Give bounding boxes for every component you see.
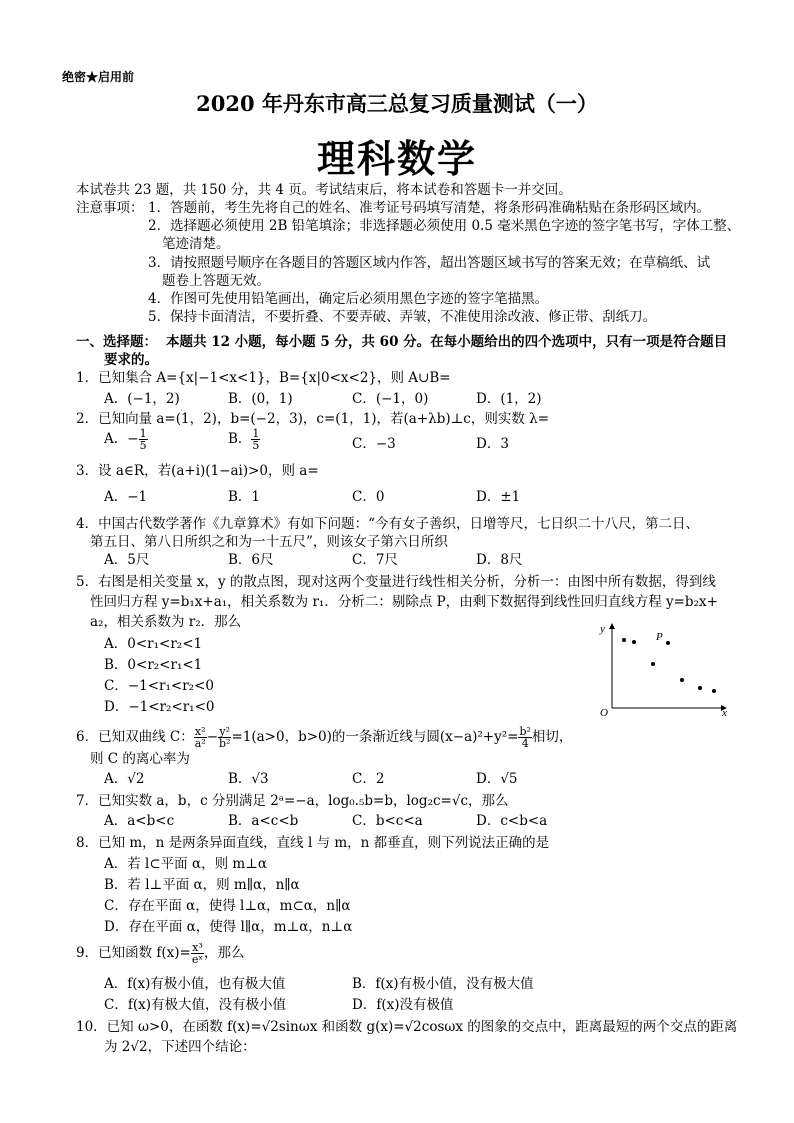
q9-num: x³ <box>192 941 203 954</box>
q9-option-c: C．f(x)有极大值，没有极小值 <box>104 997 286 1013</box>
origin-label: O <box>600 707 608 719</box>
q8-option-c: C．存在平面 α，使得 l⊥α，m⊂α，n∥α <box>104 898 351 914</box>
q8-stem: 8．已知 m，n 是两条异面直线，直线 l 与 m，n 都垂直，则下列说法正确的是 <box>76 835 550 851</box>
q1-option-a: A．(−1，2) <box>104 391 180 407</box>
q8-option-d: D．存在平面 α，使得 l∥α，m⊥α，n⊥α <box>104 919 353 935</box>
q6-post: 相切， <box>531 729 573 745</box>
q2-option-d: D．3 <box>476 436 509 452</box>
note-3-cont: 题卷上答题无效。 <box>162 273 270 289</box>
note-5: 5．保持卡面清洁，不要折叠、不要弄破、弄皱，不准使用涂改液、修正带、刮纸刀。 <box>148 309 657 325</box>
scatter-point <box>680 678 684 682</box>
confidential-label: 绝密★启用前 <box>62 70 135 84</box>
q4-option-b: B．6尺 <box>228 552 274 568</box>
q6-frac-y <box>218 726 231 749</box>
q6-prefix: 6．已知双曲线 C： <box>76 729 194 745</box>
q7-option-a: A．a<b<c <box>104 813 175 829</box>
q9-post: ，那么 <box>204 945 245 961</box>
q9-prefix: 9．已知函数 f(x)= <box>76 945 191 961</box>
q2-option-c: C．−3 <box>352 436 396 452</box>
q5-option-a: A．0<r₁<r₂<1 <box>104 636 203 652</box>
q7-option-b: B．a<c<b <box>228 813 299 829</box>
q6-b2-num: b² <box>519 725 531 738</box>
q7-stem: 7．已知实数 a，b，c 分别满足 2ᵃ=−a，log₀.₅b=b，log₂c=√c，那么 <box>76 793 509 809</box>
q5-option-d: D．−1<r₂<r₁<0 <box>104 699 215 715</box>
q4-stem-line2: 第五日、第八日所织之和为一十五尺”，则该女子第六日所织 <box>90 534 448 550</box>
q5-stem-line2: 性回归方程 y=b₁x+a₁，相关系数为 r₁．分析二：剔除点 P，由剩下数据得到线性回归直线方程 y=b₂x+ <box>90 594 718 610</box>
q5-option-b: B．0<r₂<r₁<1 <box>104 657 203 673</box>
section-head: 一、选择题： <box>76 334 157 350</box>
q2-option-a <box>104 428 148 451</box>
q2-b-num: 1 <box>252 427 260 440</box>
q6-stem-line1 <box>76 726 572 749</box>
q7-option-d: D．c<b<a <box>476 813 548 829</box>
q9-stem <box>76 942 245 965</box>
q9-option-b: B．f(x)有极小值，没有极大值 <box>352 976 534 992</box>
scatter-point <box>632 640 636 644</box>
q1-option-d: D．(1，2) <box>476 391 542 407</box>
q6-b2: b² <box>219 737 231 750</box>
note-2: 2．选择题必须使用 2B 铅笔填涂；非选择题必须使用 0.5 毫米黑色字迹的签字笔书写，字体工整、 <box>148 218 741 234</box>
note-2-cont: 笔迹清楚。 <box>162 236 230 252</box>
q6-frac-x <box>194 726 207 749</box>
q9-den: eˣ <box>191 953 204 966</box>
scatter-point <box>622 638 626 642</box>
q3-option-a: A．−1 <box>104 489 148 505</box>
q6-stem-line2: 则 C 的离心率为 <box>90 751 190 767</box>
q10-stem-line2: 为 2√2，下述四个结论： <box>104 1039 256 1055</box>
scatter-point <box>712 689 716 693</box>
q2-option-b <box>228 428 260 451</box>
intro-text: 本试卷共 23 题，共 150 分，共 4 页。考试结束后，将本试卷和答题卡一并交回。 <box>76 182 572 198</box>
q4-option-a: A．5尺 <box>104 552 150 568</box>
q6-option-a: A．√2 <box>104 771 145 787</box>
q4-option-c: C．7尺 <box>352 552 398 568</box>
section-desc-cont: 要求的。 <box>104 352 158 368</box>
q6-x2: x² <box>194 725 206 738</box>
q2-a-prefix: A．− <box>104 431 139 447</box>
q1-option-b: B．(0，1) <box>228 391 293 407</box>
q8-option-b: B．若 l⊥平面 α，则 m∥α，n∥α <box>104 877 300 893</box>
q2-a-fraction <box>139 428 148 451</box>
note-1: 1．答题前，考生先将自己的姓名、准考证号码填写清楚，将条形码准确粘贴在条形码区域内。 <box>148 200 711 216</box>
y-axis-label: y <box>600 623 605 635</box>
scatter-plot-figure <box>596 620 736 720</box>
q9-fraction <box>191 942 204 965</box>
q10-stem-line1: 10．已知 ω>0，在函数 f(x)=√2sinωx 和函数 g(x)=√2cosωx 的图象的交点中，距离最短的两个交点的距离 <box>76 1019 738 1035</box>
exam-title: 2020 年丹东市高三总复习质量测试（一） <box>196 91 598 116</box>
q6-minus: − <box>206 729 218 745</box>
x-axis-label: x <box>722 707 727 719</box>
q9-option-a: A．f(x)有极小值，也有极大值 <box>104 976 286 992</box>
q6-y2: y² <box>219 725 231 738</box>
q6-option-c: C．2 <box>352 771 385 787</box>
q6-frac-r <box>518 726 531 749</box>
q3-option-c: C．0 <box>352 489 385 505</box>
note-3: 3．请按照题号顺序在各题目的答题区域内作答，超出答题区域书写的答案无效；在草稿纸、试 <box>148 255 711 271</box>
q2-a-den: 5 <box>139 439 147 452</box>
scatter-point-p <box>666 641 670 645</box>
q1-stem: 1．已知集合 A={x|−1<x<1}，B={x|0<x<2}，则 A∪B= <box>76 370 451 386</box>
q2-stem: 2．已知向量 a=(1，2)，b=(−2，3)，c=(1，1)，若(a+λb)⊥c，则实数 λ= <box>76 411 550 427</box>
q3-stem: 3．设 a∈R，若(a+i)(1−ai)>0，则 a= <box>76 463 319 479</box>
q7-option-c: C．b<c<a <box>352 813 423 829</box>
q6-mid: =1(a>0，b>0)的一条渐近线与圆(x−a)²+y²= <box>231 729 519 745</box>
q4-stem-line1: 4．中国古代数学著作《九章算术》有如下问题：“今有女子善织，日增等尺，七日织二十八尺，第二日、 <box>76 516 699 532</box>
q6-four: 4 <box>521 737 529 750</box>
q2-b-den: 5 <box>252 439 260 452</box>
point-p-label: P <box>656 631 663 643</box>
q6-option-b: B．√3 <box>228 771 269 787</box>
scatter-point <box>698 686 702 690</box>
q9-option-d: D．f(x)没有极值 <box>352 997 454 1013</box>
q3-option-b: B．1 <box>228 489 261 505</box>
q2-b-prefix: B． <box>228 431 252 447</box>
section-desc: 本题共 12 小题，每小题 5 分，共 60 分。在每小题给出的四个选项中，只有一项是符合题目 <box>166 334 728 350</box>
note-4: 4．作图可先使用铅笔画出，确定后必须用黑色字迹的签字笔描黑。 <box>148 291 549 307</box>
q6-option-d: D．√5 <box>476 771 518 787</box>
q2-b-fraction <box>251 428 260 451</box>
q3-option-d: D．±1 <box>476 489 521 505</box>
q5-stem-line3: a₂，相关系数为 r₂．那么 <box>90 614 242 630</box>
q5-stem-line1: 5．右图是相关变量 x，y 的散点图，现对这两个变量进行线性相关分析，分析一：由图中所有数据，得到线 <box>76 574 716 590</box>
q2-a-num: 1 <box>139 427 147 440</box>
q8-option-a: A．若 l⊂平面 α，则 m⊥α <box>104 856 267 872</box>
q6-a2: a² <box>194 737 206 750</box>
q4-option-d: D．8尺 <box>476 552 523 568</box>
scatter-point <box>651 662 655 666</box>
q1-option-c: C．(−1，0) <box>352 391 429 407</box>
notes-label: 注意事项： <box>76 200 144 216</box>
q5-option-c: C．−1<r₁<r₂<0 <box>104 678 214 694</box>
subject-title: 理科数学 <box>316 136 477 181</box>
